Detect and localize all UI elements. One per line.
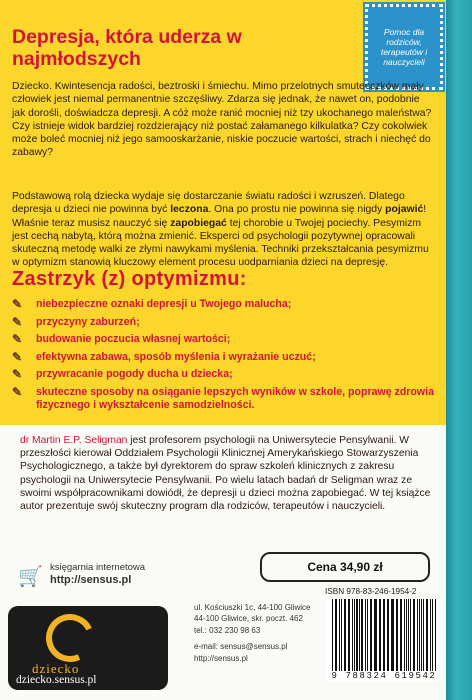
- p2-part-e: ! Właśnie teraz musisz nauczyć się: [12, 204, 427, 229]
- syringe-icon: ✎: [12, 297, 23, 311]
- list-item: [12, 333, 437, 347]
- barcode-bars: [332, 599, 436, 671]
- logo-arc-icon: [39, 607, 101, 669]
- author-name: dr Martin E.P. Seligman: [20, 435, 128, 446]
- syringe-icon: ✎: [12, 349, 23, 364]
- address-line: 44-100 Gliwice, skr. poczt. 462: [194, 614, 303, 624]
- syringe-icon: ✎: [12, 314, 23, 329]
- p2-part-g: tej chorobie u Twojej pociechy. Pesymizm jest cechą nabytą, którą można zmienić. Eksperci od psychologii pozytywnej opracowali skuteczną metodę walki ze złymi nawykami myślenia. Techniki przekształcania pesymizmu w optymizm stanowią kluczowy element procesu uodparniania dzieci na depresję.: [12, 217, 429, 269]
- price-box: Cena 34,90 zł: [260, 552, 430, 582]
- p2-bold-zapobiegac: zapobiegać: [170, 217, 227, 229]
- logo-site: dziecko.sensus.pl: [16, 674, 97, 686]
- p2-bold-pojawic: pojawić: [385, 204, 424, 216]
- book-spine: [446, 0, 472, 700]
- intro-paragraph: Dziecko. Kwintesencja radości, beztroski i śmiechu. Mimo przelotnych smutecczków mały człowiek jest niemal permanentnie szczęśliwy. Zdarza się jednak, że nawet on, podobnie jak dorośli, doświadcza depresji. A cóż może ranić mocniej niż tzy ukochanego maleństwa? Czy istnieje widok bardziej rozdzierający niż postać załamanego kilkulatka? Czy cokolwiek może boleć mocniej niż jego samooskarżanie, niskie poczucie wartości, strach i niechęć do zabawy?: [12, 81, 432, 159]
- p2-bold-leczona: leczona: [170, 204, 209, 216]
- p2-part-c: . Ona po prostu nie powinna się nigdy: [208, 204, 386, 216]
- p2-part-a: Podstawową rolą dziecka wydaje się dostarczanie światu radości i wzruszeń. Dlatego depresja u dzieci nie powinna być: [12, 191, 405, 216]
- syringe-icon: ✎: [12, 384, 23, 399]
- cover-title: Depresja, która uderza w najmłodszych: [12, 26, 242, 70]
- list-item: [12, 351, 437, 365]
- list-item: [12, 298, 437, 312]
- author-bio-text: jest profesorem psychologii na Uniwersytecie Pensylwanii. W przeszłości kierował Oddziałem Psychologii Klinicznej Amerykańskiego Stowarzyszenia Psychologicznego, a także był dyrektorem do spraw szkoleń klinicznych z zakresu psychologii na Uniwersytecie Pensylwanii. Po wielu latach badań dr Seligman wraz ze swoimi współpracownikami dowiódł, że depresji u dzieci można zapobiegać. W tej książce autor prezentuje swój skuteczny program dla rodziców, terapeutów i nauczycieli.: [20, 435, 431, 513]
- list-item-text: przywracanie pogody ducha u dziecka;: [36, 368, 233, 380]
- publisher-address: [194, 602, 314, 664]
- list-item-text: skuteczne sposoby na osiąganie lepszych wyników w szkole, poprawę zdrowia fizycznego i wykształcenie samodzielności.: [36, 385, 434, 411]
- list-item-text: niebezpieczne oznaki depresji u Twojego malucha;: [36, 298, 292, 310]
- list-item-text: budowanie poczucia własnej wartości;: [36, 333, 231, 345]
- section-heading: Zastrzyk (z) optymizmu:: [12, 268, 247, 290]
- list-item-text: efektywna zabawa, sposób myślenia i wyrażanie uczuć;: [36, 350, 316, 363]
- list-item-text: przyczyny zaburzeń;: [36, 315, 140, 328]
- address-line: ul. Kościuszki 1c, 44-100 Gliwice: [194, 603, 311, 612]
- list-item: [12, 316, 437, 330]
- address-website: http://sensus.pl: [194, 653, 248, 663]
- author-bio: [20, 434, 440, 513]
- isbn-number: ISBN 978-83-246-1954-2: [325, 587, 417, 596]
- feature-list: [12, 298, 437, 417]
- list-item: [12, 368, 437, 382]
- shopping-cart-icon: 🛒: [18, 566, 43, 588]
- syringe-icon: ✎: [12, 332, 23, 346]
- barcode-digits: 9 788324 619542: [331, 671, 437, 681]
- prevention-paragraph: [12, 190, 432, 270]
- postage-stamp-badge: [365, 4, 443, 90]
- syringe-icon: ✎: [12, 367, 23, 381]
- publisher-logo: [8, 606, 168, 690]
- logo-word: dziecko: [32, 661, 80, 676]
- address-phone: tel.: 032 230 98 63: [194, 625, 261, 635]
- address-email: e-mail: sensus@sensus.pl: [194, 642, 288, 652]
- shop-label: księgarnia internetowa: [50, 562, 146, 573]
- stamp-text: Pomoc dla rodziców, terapeutów i nauczycieli: [380, 27, 428, 67]
- barcode: [326, 599, 442, 681]
- shop-url[interactable]: http://sensus.pl: [50, 574, 132, 586]
- list-item: [12, 386, 437, 413]
